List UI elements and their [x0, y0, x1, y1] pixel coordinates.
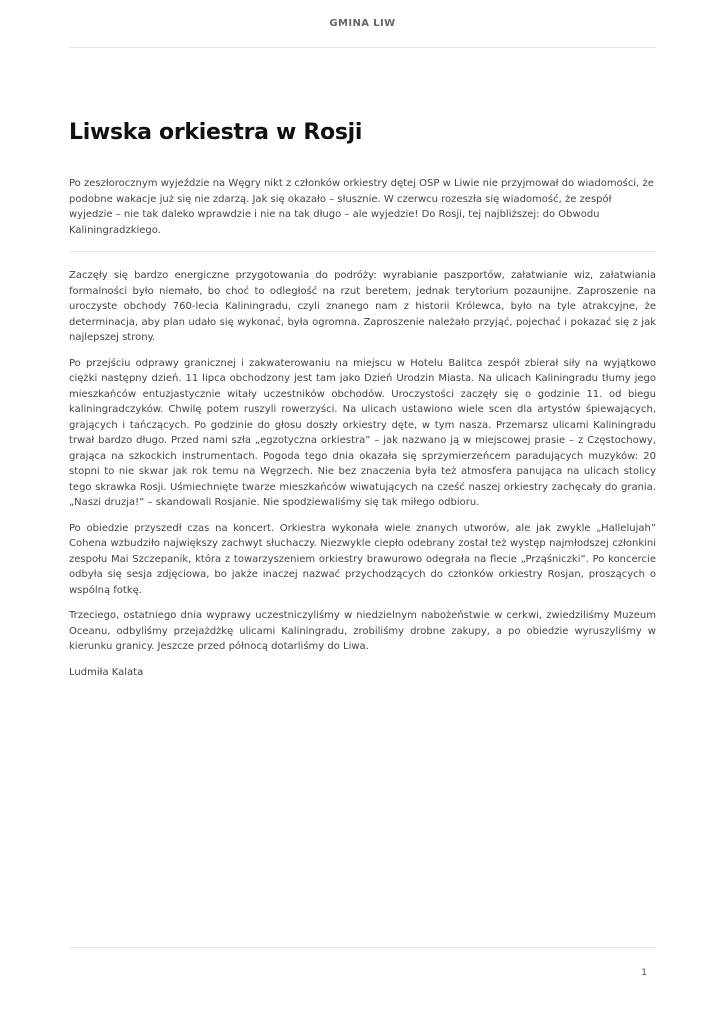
article-paragraph: Po obiedzie przyszedł czas na koncert. Orkiestra wykonała wiele znanych utworów, ale jak zwykle „Hallelujah” Cohena wzbudziło największy zachwyt słuchaczy. Niezwykle ciepło odebrany został też występ najmłodszej członkini zespołu Mai Szczepanik, która z towarzyszeniem orkiestry brawurowo odegrała na flecie „Prząśniczki”. Po koncercie odbyła się sesja zdjęciowa, bo jakże inaczej nazwać przychodzących do członków orkiestry Rosjan, proszących o wspólną fotkę.: [69, 522, 656, 596]
header-divider: [69, 47, 656, 48]
article-paragraph: Po przejściu odprawy granicznej i zakwaterowaniu na miejscu w Hotelu Balitca zespół zbierał siły na wyjątkowo ciężki następny dzień. 11 lipca obchodzony jest tam jako Dzień Urodzin Miasta. Na ulicach Kaliningradu tłumy jego mieszkańców entuzjastycznie witały uczestników obchodów. Uroczystości zaczęły się o godzinie 11. od biegu kaliningradczyków. Chwilę potem ruszyli rowerzyści. Na ulicach ustawiono wiele scen dla artystów śpiewających, grających i tańczących. Po godzinie do głosu doszły orkiestry dęte, w tym nasza. Przemarsz ulicami Kaliningradu trwał bardzo długo. Przed nami szła „egzotyczna orkiestra” – jak nazwano ją w miejscowej prasie – z Częstochowy, grająca na szkockich instrumentach. Pogoda tego dnia okazała się sprzymierzeńcem paradujących muzyków: 20 stopni to nie skwar jak rok temu na Węgrzech. Nie bez znaczenia była też atmosfera panująca na ulicach stolicy tego skrawka Rosji. Uśmiechnięte twarze mieszkańców wiwatujących na cześć naszej orkiestry zachęcały do grania. „Naszi druzja!” – skandowali Rosjanie. Nie spodziewaliśmy się tak miłego odbioru.: [69, 357, 656, 508]
site-title: GMINA LIW: [329, 18, 396, 29]
article-body: [69, 268, 656, 690]
lead-divider: [69, 251, 656, 252]
article-title: Liwska orkiestra w Rosji: [69, 120, 363, 145]
footer-divider: [69, 947, 656, 948]
article-paragraph: Trzeciego, ostatniego dnia wyprawy uczestniczyliśmy w niedzielnym nabożeństwie w cerkwi, zwiedziliśmy Muzeum Oceanu, odbyliśmy przejażdżkę ulicami Kaliningradu, zrobiliśmy drobne zakupy, a po obiedzie wyruszyliśmy w kierunku granicy. Jeszcze przed północą dotarliśmy do Liwa.: [69, 610, 656, 652]
article-lead: Po zeszłorocznym wyjeździe na Węgry nikt z członków orkiestry dętej OSP w Liwie nie przyjmował do wiadomości, że podobne wakacje już się nie zdarzą. Jak się okazało – słusznie. W czerwcu rozeszła się wiadomość, że zespół wyjedzie – nie tak daleko wprawdzie i nie na tak długo – ale wyjedzie! Do Rosji, tej najbliższej: do Obwodu Kaliningradzkiego.: [69, 178, 654, 236]
page-number: 1: [641, 968, 647, 978]
article-author: Ludmiła Kalata: [69, 666, 144, 678]
article-paragraph: Zaczęły się bardzo energiczne przygotowania do podróży: wyrabianie paszportów, załatwianie wiz, załatwiania formalności było niemało, bo choć to odległość na rzut beretem, jednak terytorium pozaunijne. Zaproszenie na uroczyste obchody 760-lecia Kaliningradu, czyli znanego nam z historii Królewca, było na tyle atrakcyjne, że determinacja, aby plan udało się wykonać, była ogromna. Zaproszenie należało przyjąć, pojechać i pokazać się z jak najlepszej strony.: [69, 270, 656, 343]
